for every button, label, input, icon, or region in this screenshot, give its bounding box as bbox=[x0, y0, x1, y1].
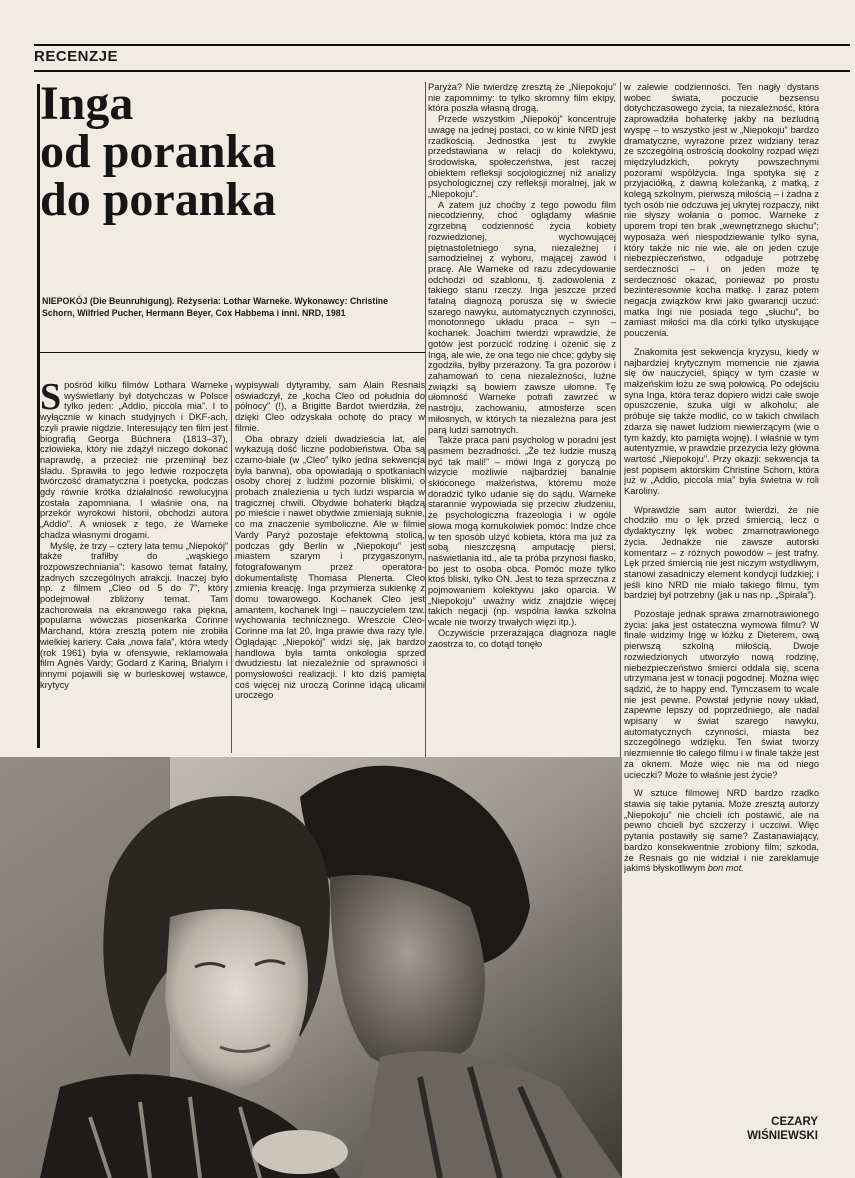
column-divider-2 bbox=[425, 82, 426, 772]
drop-cap: S bbox=[40, 380, 62, 418]
text-column-4 bbox=[624, 82, 819, 1067]
paragraph: wypisywali dytyramby, sam Alain Resnais oświadczył, że „kocha Cleo od południa do północy” (!), a Brigitte Bardot twierdziła, że dzięki Cleo odzyskała ochotę do pracy w filmie. bbox=[235, 380, 425, 433]
paragraph: Oba obrazy dzieli dwadzieścia lat, ale wykazują dość liczne podobieństwa. Oba są czarno-białe (w „Cleo” tylko jedna sekwencja była barwna), oba opowiadają o spotkaniach osoby chorej z ludźmi pozornie bliskimi, o probach znalezienia u tych ludzi wsparcia w tragicznej chwili. Obydwie bohaterki błądzą po mieście i nawet obydwie zmieniają suknie, co ma znaczenie symboliczne. Ale w filmie Vardy Paryż pozostaje efektowną stolicą, podczas gdy Berlin w „Niepokoju” jest miastem szarym i przygaszonym, fotografowanym przez operatora-dokumentalistę Thomasa Plenerta. Cleo zmienia kreację. Inga przymierza sukienkę z domu towarowego. Kochanek Cleo jest amantem, kochanek Ingi – nauczycielem tzw. wychowania technicznego. Wreszcie Cleo-Corinne ma lat 20, Inga prawie dwa razy tyle. Oglądając „Niepokój” widzi się, jak bardzo handlowa była tamta onkologia sprzed dwudziestu lat niezależnie od sprawności i pomysłowości realizacji. I kto dziś pamięta coś więcej niż uroczą Corinne idącą ulicami uroczego bbox=[235, 433, 425, 701]
film-credits: NIEPOKÓJ (Die Beunruhigung). Reżyseria: Lothar Warneke. Wykonawcy: Christine Schorn, Wilfried Pucher, Hermann Beyer, Cox Habbema i inni. NRD, 1981 bbox=[42, 296, 389, 318]
paragraph: w zalewie codzienności. Ten nagły dystans wobec świata, poczucie bezsensu dotychczasowego życia, ta niezależność, która zaprowadziła bohaterkę jakby na bezludną wyspę – to wszystko jest w „Niepokoju” bardzo dramatyczne, wyrażone przez widziany teraz ze szczególną ostrością dookolny rozpad więzi międzyludzkich, pokryty powszechnymi pozorami współżycia. Inga spotyka się z przyjaciółką, z dawną koleżanką, z matką, z kolegą szkolnym, pierwszą miłością – i żadna z tych osób nie odczuwa jej ukrytej rozpaczy, nikt nie słyszy wołania o pomoc. Warneke z uporem tropi ten brak „wewnętrznego słuchu”; wyposaża weń niespodziewanie tylko syna, który także nic nie wie, ale on jeden czuje niebezpieczeństwo, odgaduje potrzebę serdeczności – i on jeden może tę serdeczność okazać, ponieważ po prostu bezinteresownie kocha matkę. I zaraz potem negacja związków krwi jako gwarancji uczuć: matka Ingi nie posiada tego „słuchu”, bo zamiast miłości ma dla córki tylko utyskujące pouczenia. bbox=[624, 82, 819, 339]
top-rule bbox=[34, 44, 850, 46]
title-line-2: od poranka bbox=[40, 125, 277, 178]
paragraph: A zatem już choćby z tego powodu film niecodzienny, choć oglądamy właśnie zgrzebną codzienność życia kobiety rozwiedzionej, wychowującej piętnastoletniego syna, niezależnej i samodzielnej z wyboru, mającej zawód i pracę. Ale Warneke od razu zdecydowanie odchodzi od szablonu, tj. zadowolenia z takiego stanu rzeczy. Inga jeszcze przed fatalną diagnozą porusza się w świecie szarego nawyku, automatycznych czynności, monotonnego układu praca – syn – kochanek. Joachim twierdzi wprawdzie, że gotów jest porzucić rodzinę i ożenić się z Ingą, ale wie, że ona tego nie chce; gdyby się zgodziła, byłby przerażony. Ta gra pozorów i zahamowań to cena niezależności, luźne związki są bowiem zawsze ułomne. Tę ułomność Warneke potrafi zawrzeć w nastroju, zachowaniu, atmosferze scen miłosnych, w których ta niezależna para jest parą ludzi samotnych. bbox=[428, 199, 616, 435]
credits-rule bbox=[38, 352, 425, 353]
paragraph: Oczywiście przerażająca diagnoza nagle zaostrza to, co dotąd tonęło bbox=[428, 627, 616, 649]
author-last-name: WIŚNIEWSKI bbox=[747, 1130, 818, 1142]
paragraph: pośród kilku filmów Lothara Warneke wyświetlany był dotychczas w Polsce tylko jeden: „Addio, piccola mia”. I to wyłącznie w kinach studyjnych i DKF-ach, czyli prawie nigdzie. Interesujący ten film jest biografią Georga Büchnera (1813–37), człowieka, który nie zdążył niczego dokonać naprawdę, a przecież nie przeminął bez śladu. Sprawiła to jego ledwie rozpoczęta twórczość dramatyczna i poetycka, podczas gdy równie krótka działalność rewolucyjna została zapomniana. I właśnie ona, na przekór wyrokowi historii, obchodzi autora „Addio”. A wniosek z tego, że Warneke chadza własnymi drogami. bbox=[40, 380, 228, 540]
hand bbox=[252, 1130, 348, 1174]
author-signature bbox=[700, 1115, 818, 1143]
text-column-1 bbox=[40, 380, 228, 754]
text-column-3 bbox=[428, 82, 616, 772]
article-title bbox=[40, 77, 380, 226]
text-column-2 bbox=[235, 380, 425, 754]
paragraph: W sztuce filmowej NRD bardzo rzadko stawia się takie pytania. Może zresztą autorzy „Niepokoju” nie chcieli ich postawić, ale na pewno chcieli być szczerzy i uczciwi. Więc pytania postawiły się same? Zastanawiający, bardzo konsekwentnie zrobiony film; szkoda, że Resnais go nie widział i nie zareklamuje jakimś błyskotliwym bon mot. bbox=[624, 788, 819, 874]
paragraph: Także praca pani psycholog w poradni jest pasmem bezradności. „Że też ludzie muszą być tak mali!” – mówi Inga z goryczą po wizycie możliwie najbardziej banalnie skłóconego małżeństwa, któremu może doradzić tylko udanie się do sądu. Warneke starannie wypowiada się przeciw złudzeniu, że psychologiczna frazeologia i w ogóle słowa mogą komukolwiek pomóc: Indze chce w ten sposób ulżyć kobieta, która ma już za sobą nieszczęsną amputację piersi, naświetlania itd., ale ta próba przynosi fiasko, bo jest to osoba obca. Pomóc może tylko ktoś bliski, tylko ON. Jest to teza sprzeczna z pojmowaniem kolektywu jako oparcia. W „Niepokoju” uważny widz znajdzie więcej takich negacji (np. wspólna ławka szkolna wcale nie tworzy trwałych więzi itp.). bbox=[428, 435, 616, 628]
column-divider-1 bbox=[231, 385, 232, 753]
author-first-name: CEZARY bbox=[771, 1116, 818, 1128]
paragraph: Wprawdzie sam autor twierdzi, że nie chodziło mu o lęk przed śmiercią, lecz o dydaktyczny lęk wobec zmarnotrawionego życia. Jednakże nie zawsze autorski komentarz – z różnych powodów – jest trafny. Lęk przed śmiercią nie jest niczym wstydliwym, stanowi zasadniczy element kondycji ludzkiej; i jeśli kino NRD nie miało takiego filmu, tym bardziej był potrzebny (jak u nas np. „Spirala”). bbox=[624, 504, 819, 601]
section-label: RECENZJE bbox=[34, 48, 119, 65]
paragraph: Paryża? Nie twierdzę zresztą że „Niepokoju” nie zapomnimy: to tylko skromny film ekipy, która poszła własną drogą. bbox=[428, 82, 616, 114]
italic-phrase: bon mot. bbox=[707, 863, 744, 874]
section-rule bbox=[34, 70, 850, 72]
paragraph: Przede wszystkim „Niepokój” koncentruje uwagę na jednej postaci, co w kinie NRD jest rzadkością. Jednostka jest tu zwykle przedstawiana w relacji do kolektywu, środowiska, społeczeństwa, jest raczej obiektem refleksji socjologicznej niż analizy psychologicznej czy refleksji moralnej, jak w „Niepokoju”. bbox=[428, 114, 616, 200]
title-line-3: do poranka bbox=[40, 173, 277, 226]
paragraph: Pozostaje jednak sprawa zmarnotrawionego życia: jaka jest ostateczna wymowa filmu? W finale widzimy Ingę w łóżku z Dieterem, ową pierwszą szkolną miłością. Dwoje rozwiedzionych utworzyło nową rodzinę, niebezpieczeństwo śmierci oddala się, scena utrzymana jest w tonacji pogodnej. Można więc sądzić, że to happy end. Tymczasem to wcale nie jest pewne. Powstał jedynie nowy układ, zapewne lepszy od poprzedniego, ale nadal wpisany w świat szarego nawyku, automatycznych czynności, miasta bez szczególnego wdzięku. Ten świat tworzy niezmiennie tło całego filmu i w finale także jest za oknem. Może więc nie ma od niego ucieczki? Może to właśnie jest życie? bbox=[624, 609, 819, 780]
title-line-1: Inga bbox=[40, 77, 134, 130]
paragraph: Myślę, że trzy – cztery lata temu „Niepokój” także trafiłby do „wąskiego rozpowszechniania”: kasowo temat fatalny, żadnych szczególnych atrakcji. Inaczej było np. z filmem „Cleo od 5 do 7”, który podejmował zbliżony temat. Tam zachorowała na ekranowego raka piękna, popularna wówczas piosenkarka Corinne Marchand, która zresztą potem nie zrobiła wielkiej kariery. Cała „nowa fala”, która wtedy (rok 1961) była w ofensywie, reklamowała film Agnès Vardy; Godard z Kariną, Brialym i innymi pojawili się w burleskowej wstawce, krytycy bbox=[40, 540, 228, 690]
film-still-photo bbox=[0, 757, 622, 1178]
paragraph: Znakomita jest sekwencja kryzysu, kiedy w najbardziej krytycznym momencie nie zjawia się ów nauczyciel, śpiący w tym czasie w małżeńskim łożu ze swą połowicą. Po odejściu syna Inga, która teraz dopiero widzi całe swoje opuszczenie, szuka ulgi w alkoholu; ale próbuje się także modlić, co w takich chwilach zdarza się nawet ludziom niewierzącym (wie o tym każdy, kto pamięta wojnę). I właśnie w tym autentyzmie, w prawdzie przeżycia leży główna wartość „Niepokoju”. Przy okazji: sekwencja ta jest popisem aktorskim Christine Schorn, która już w „Addio, piccola mia” była świetna w roli Karoliny. bbox=[624, 346, 819, 497]
